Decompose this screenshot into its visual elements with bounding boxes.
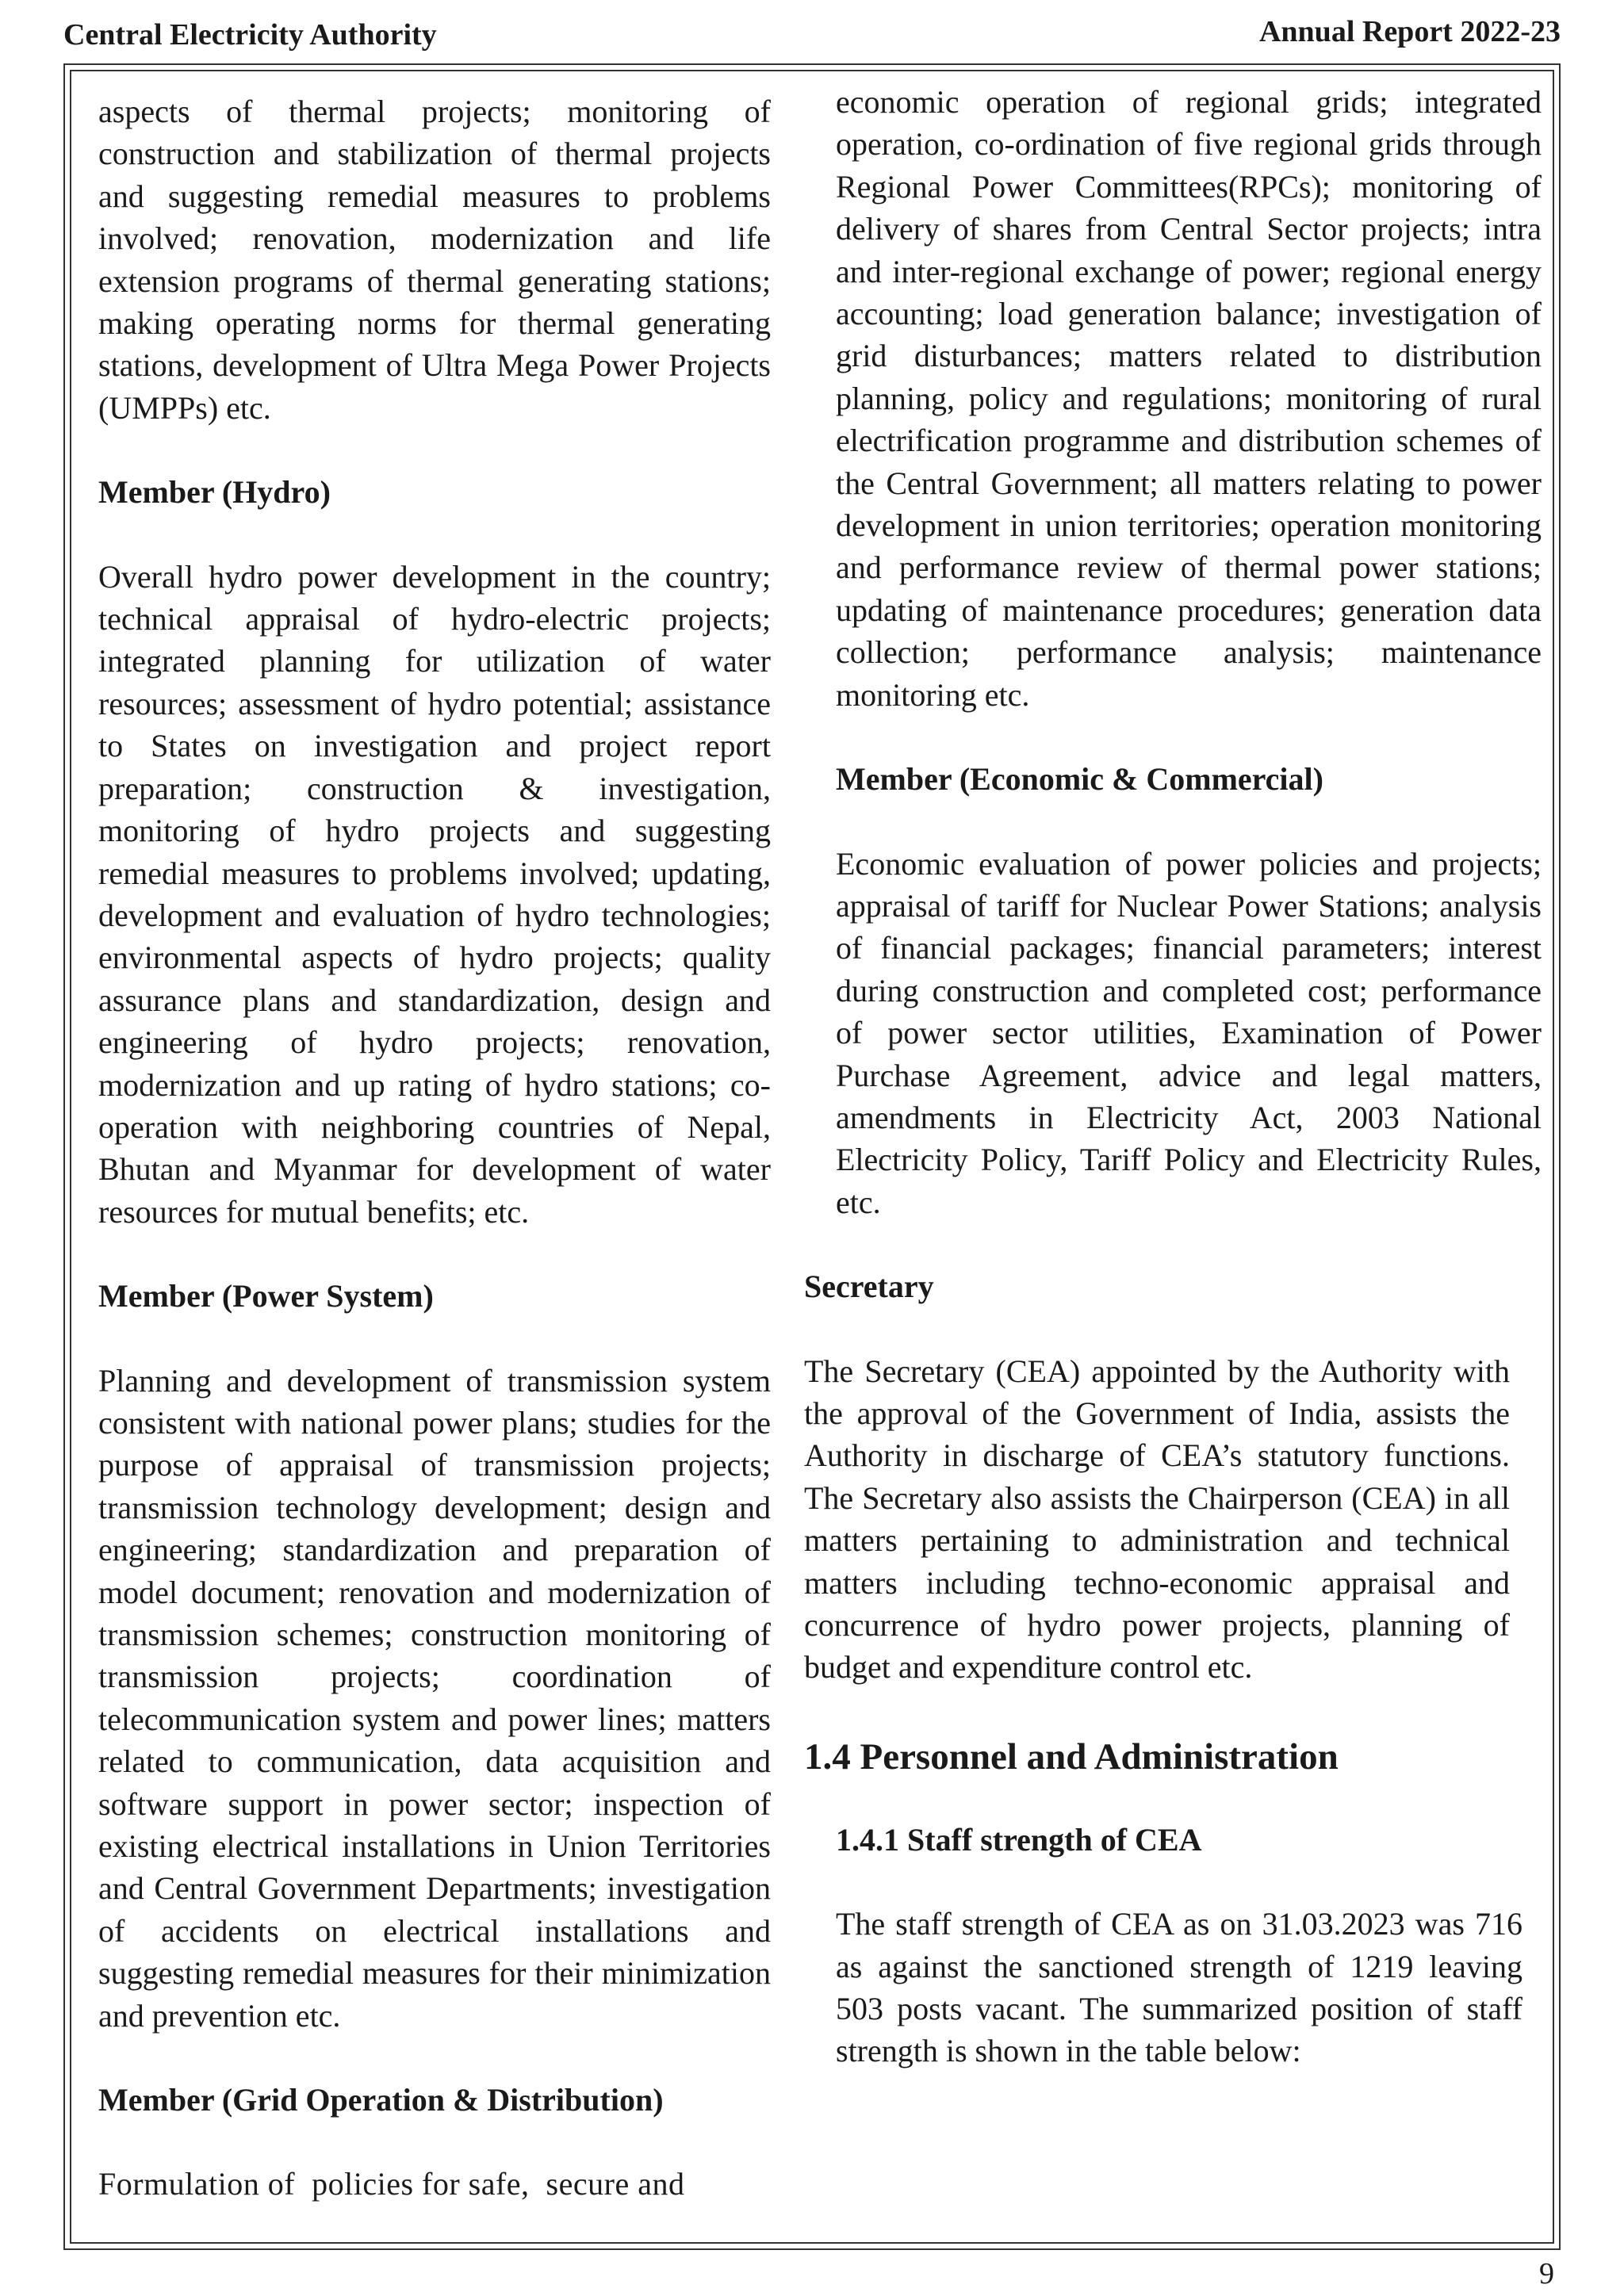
- section-title-personnel: 1.4 Personnel and Administration: [804, 1735, 1339, 1777]
- right-column: [804, 81, 1542, 2072]
- thermal-continued-text: aspects of thermal projects; monitoring of construction and stabilization of thermal projects and suggesting remedial measures to problems involved; renovation, modernization and life extension programs of thermal generating stations; making operating norms for thermal generating stations, development of Ultra Mega Power Projects (UMPPs) etc.: [98, 94, 771, 426]
- secretary-text: The Secretary (CEA) appointed by the Authority with the approval of the Government of India, assists the Authority in discharge of CEA’s statutory functions. The Secretary also assists the Chairperson (CEA) in all matters pertaining to administration and technical matters including techno-economic appraisal and concurrence of hydro power projects, planning of budget and expenditure control etc.: [804, 1353, 1510, 1686]
- member-economic-text: Economic evaluation of power policies and projects; appraisal of tariff for Nuclear Power Stations; analysis of financial packages; financial parameters; interest during construction and completed cost; performance of power sector utilities, Examination of Power Purchase Agreement, advice and legal matters, amendments in Electricity Act, 2003 National Electricity Policy, Tariff Policy and Electricity Rules, etc.: [836, 845, 1542, 1220]
- staff-strength-text: The staff strength of CEA as on 31.03.2023 was 716 as against the sanctioned strength of 1219 leaving 503 posts vacant. The summarized position of staff strength is shown in the table below:: [836, 1906, 1522, 2069]
- page-number: 9: [1539, 2257, 1554, 2290]
- member-grid-heading: Member (Grid Operation & Distribution): [98, 2082, 664, 2118]
- member-power-system-heading: Member (Power System): [98, 1278, 434, 1314]
- member-power-system-text: Planning and development of transmission system consistent with national power plans; studies for the purpose of appraisal of transmission projects; transmission technology development; design and engineering; standardization and preparation of model document; renovation and modernization of transmission schemes; construction monitoring of transmission projects; coordination of telecommunication system and power lines; matters related to communication, data acquisition and software support in power sector; inspection of existing electrical installations in Union Territories and Central Government Departments; investigation of accidents on electrical installations and suggesting remedial measures for their minimization and prevention etc.: [98, 1362, 771, 2034]
- member-economic-heading: Member (Economic & Commercial): [836, 761, 1323, 798]
- member-grid-text-start: Formulation of policies for safe, secure and: [98, 2166, 685, 2202]
- secretary-heading: Secretary: [804, 1269, 934, 1305]
- header-report-title: Annual Report 2022-23: [1258, 15, 1561, 48]
- subsection-title-staff: 1.4.1 Staff strength of CEA: [836, 1821, 1202, 1858]
- member-hydro-text: Overall hydro power development in the country; technical appraisal of hydro-electric projects; integrated planning for utilization of water resources; assessment of hydro potential; assistance to States on investigation and project report preparation; construction & investigation, monitoring of hydro projects and suggesting remedial measures to problems involved; updating, development and evaluation of hydro technologies; environmental aspects of hydro projects; quality assurance plans and standardization, design and engineering of hydro projects; renovation, modernization and up rating of hydro stations; co-operation with neighboring countries of Nepal, Bhutan and Myanmar for development of water resources for mutual benefits; etc.: [98, 558, 771, 1230]
- member-hydro-heading: Member (Hydro): [98, 474, 331, 511]
- left-column: [98, 90, 771, 2206]
- member-grid-text-continued: economic operation of regional grids; integrated operation, co-ordination of five regional grids through Regional Power Committees(RPCs); monitoring of delivery of shares from Central Sector projects; intra and inter-regional exchange of power; regional energy accounting; load generation balance; investigation of grid disturbances; matters related to distribution planning, policy and regulations; monitoring of rural electrification programme and distribution schemes of the Central Government; all matters relating to power development in union territories; operation monitoring and performance review of thermal power stations; updating of maintenance procedures; generation data collection; performance analysis; maintenance monitoring etc.: [836, 84, 1542, 713]
- header-organization: Central Electricity Authority: [63, 18, 437, 52]
